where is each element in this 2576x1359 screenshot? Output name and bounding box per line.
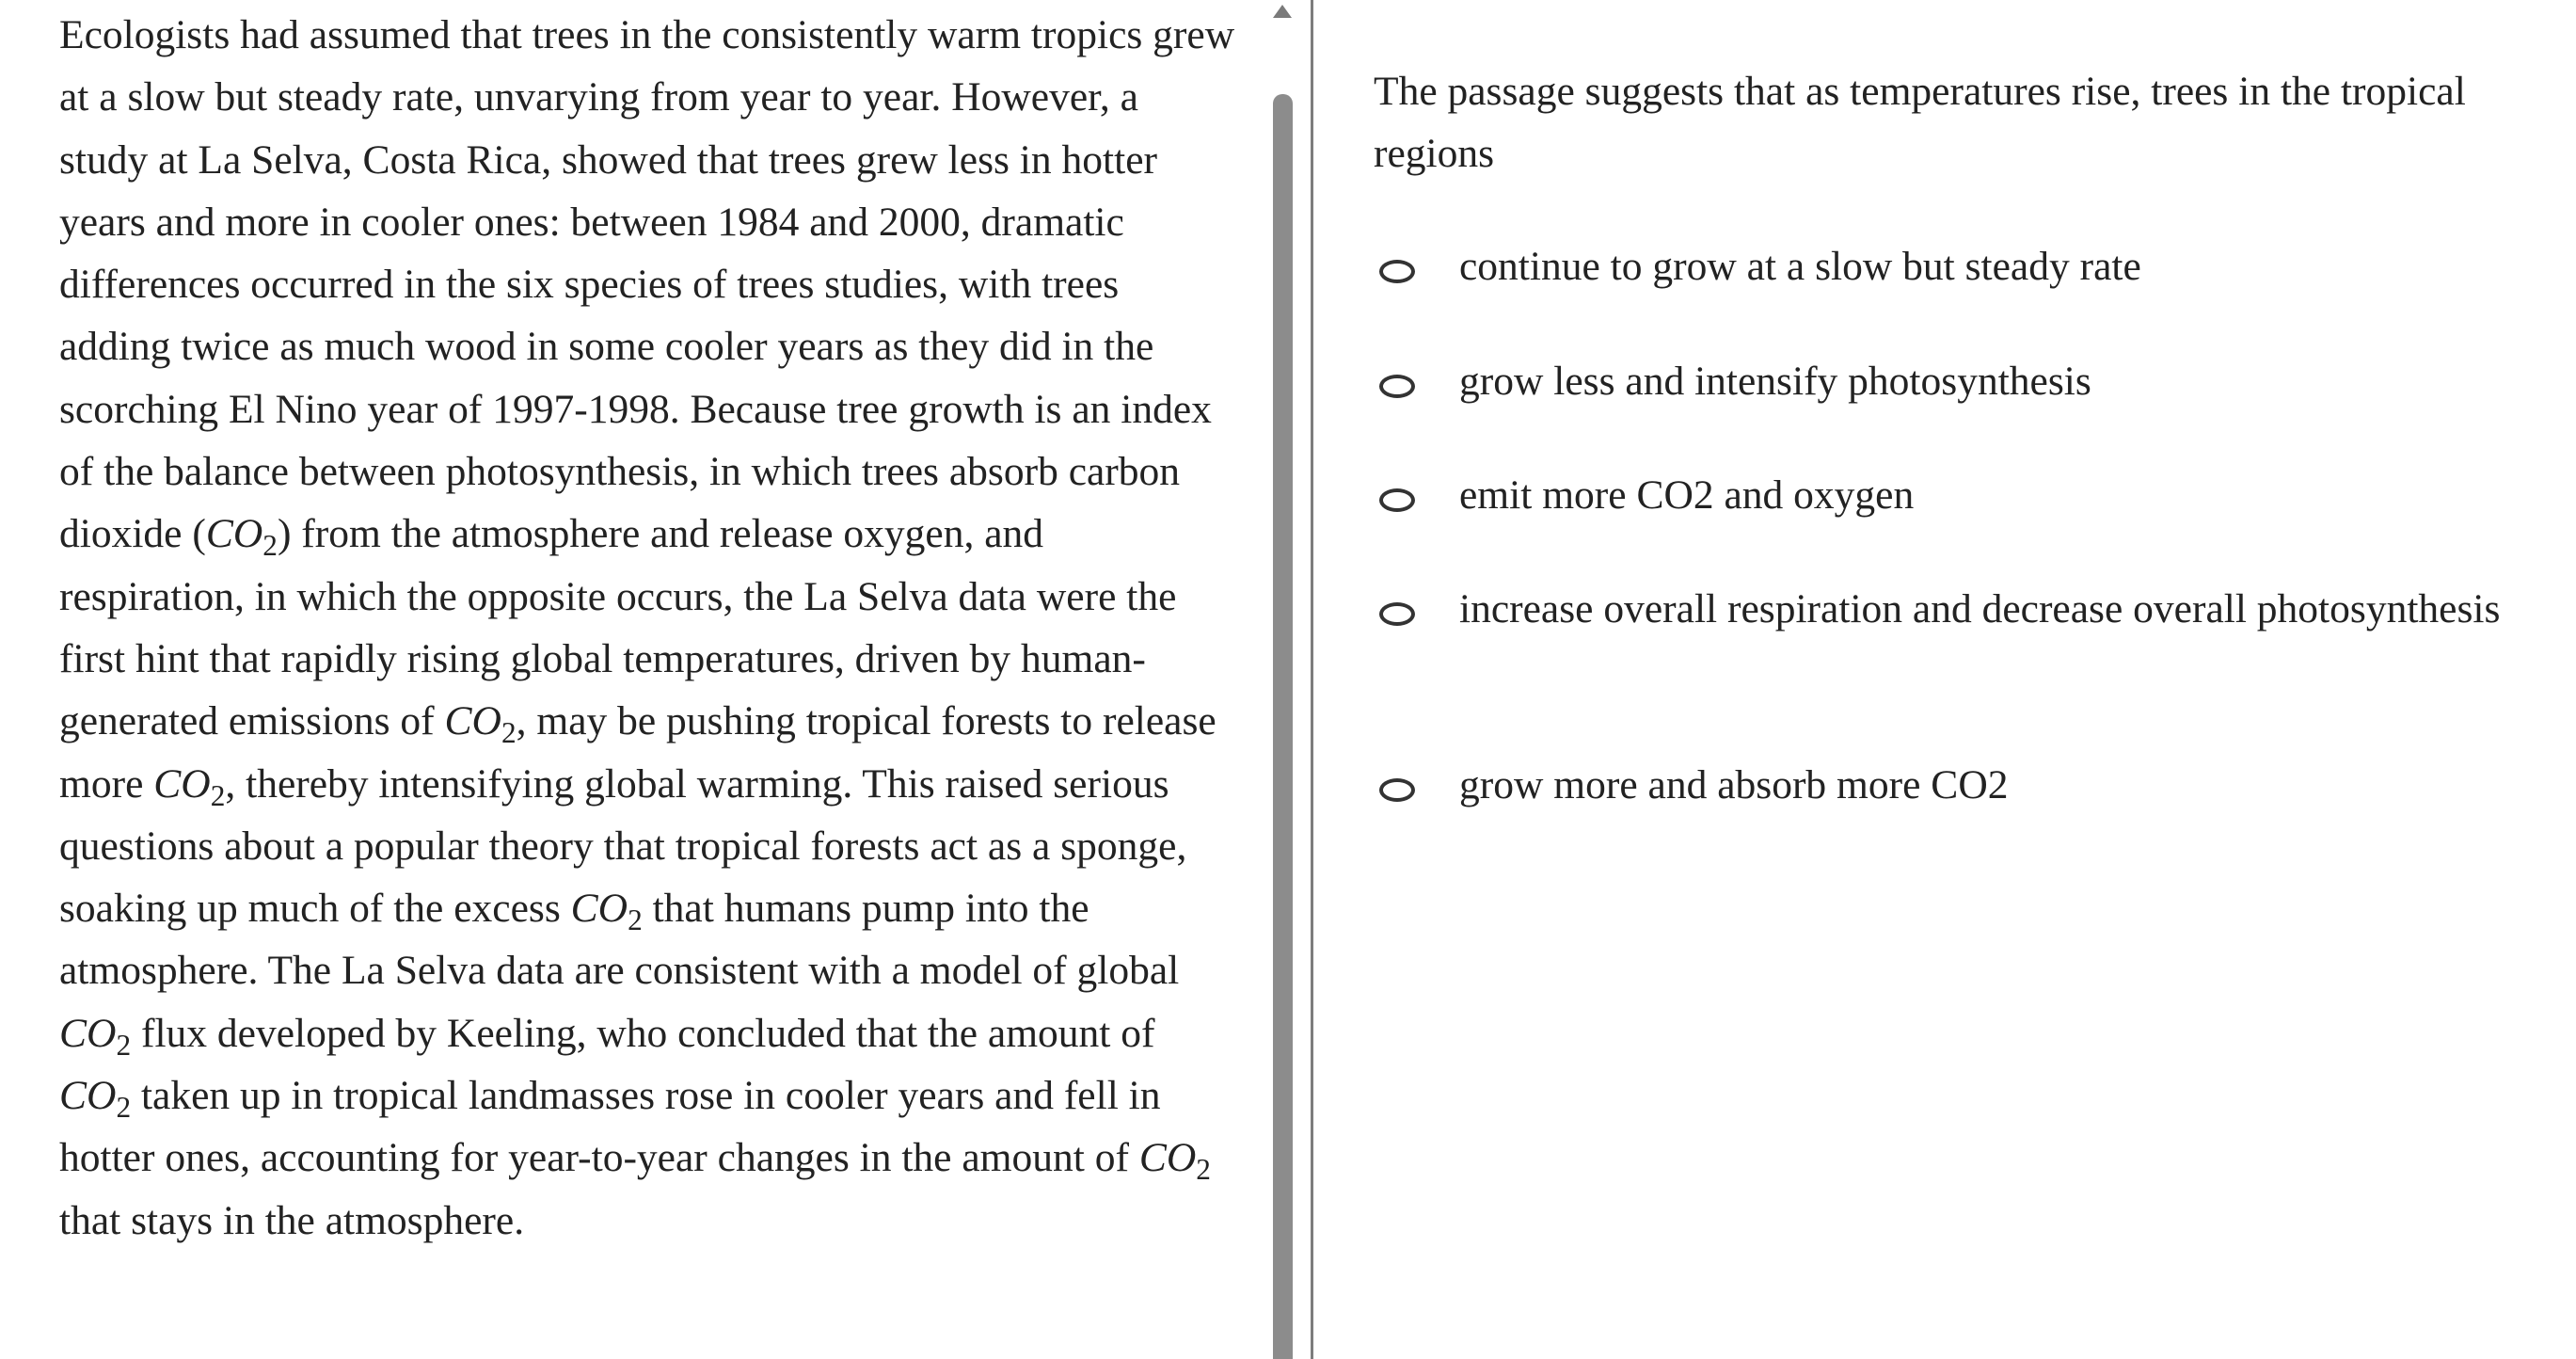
radio-button-icon[interactable]	[1379, 488, 1415, 512]
co2-formula: $CO_2$	[205, 511, 278, 563]
answer-choice-label[interactable]: emit more CO2 and oxygen	[1459, 472, 1915, 518]
co2-formula: $CO_2$	[59, 1010, 132, 1062]
radio-button-icon[interactable]	[1379, 602, 1415, 626]
question-pane	[1313, 0, 2576, 1359]
passage-scrollbar-thumb[interactable]	[1273, 94, 1293, 1359]
radio-button-icon[interactable]	[1379, 375, 1415, 398]
passage-pane	[0, 0, 1270, 1359]
passage-segment: that humans pump into the atmosphere. The La Selva data are consistent with a model of global	[59, 886, 1180, 994]
passage-segment: that stays in the atmosphere.	[59, 1197, 525, 1243]
answer-choice-label[interactable]: increase overall respiration and decrease overall photosynthesis	[1459, 586, 2501, 632]
co2-formula: $CO_2$	[153, 760, 226, 812]
co2-formula: $CO_2$	[1138, 1135, 1211, 1187]
passage-segment: ) from the atmosphere and release oxygen, and respiration, in which the opposite occurs, the La Selva data were the first hint that rapidly rising global temperatures, driven by human-generated emissions of	[59, 511, 1177, 744]
co2-formula: $CO_2$	[444, 698, 517, 750]
passage-segment: , may be pushing tropical forests to release more	[59, 698, 1216, 807]
answer-choice-label[interactable]: continue to grow at a slow but steady rate	[1459, 244, 2141, 289]
answer-choice-label[interactable]: grow less and intensify photosynthesis	[1459, 359, 2091, 404]
passage-text	[59, 4, 1235, 1252]
passage-segment: Ecologists had assumed that trees in the consistently warm tropics grew at a slow but steady rate, unvarying from year to year. However, a study at La Selva, Costa Rica, showed that trees grew less in hotter years and more in cooler ones: between 1984 and 2000, dramatic differences occurred in the six species of trees studies, with trees adding twice as much wood in some cooler years as they did in the scorching El Nino year of 1997-1998. Because tree growth is an index of the balance between photosynthesis, in which trees absorb carbon dioxide (	[59, 12, 1235, 557]
co2-formula: $CO_2$	[570, 886, 643, 936]
answer-choice-label[interactable]: grow more and absorb more CO2	[1459, 762, 2009, 807]
co2-formula: $CO_2$	[59, 1073, 132, 1124]
radio-button-icon[interactable]	[1379, 778, 1415, 802]
radio-button-icon[interactable]	[1379, 260, 1415, 283]
passage-segment: taken up in tropical landmasses rose in cooler years and fell in hotter ones, accounting for year-to-year changes in the amount of	[59, 1073, 1161, 1181]
scroll-up-arrow-icon[interactable]	[1273, 5, 1292, 18]
question-stem: The passage suggests that as temperatures rise, trees in the tropical regions	[1374, 69, 2466, 177]
passage-segment: flux developed by Keeling, who concluded that the amount of	[131, 1010, 1155, 1056]
passage-segment: , thereby intensifying global warming. This raised serious questions about a popular theory that tropical forests act as a sponge, soaking up much of the excess	[59, 760, 1187, 932]
